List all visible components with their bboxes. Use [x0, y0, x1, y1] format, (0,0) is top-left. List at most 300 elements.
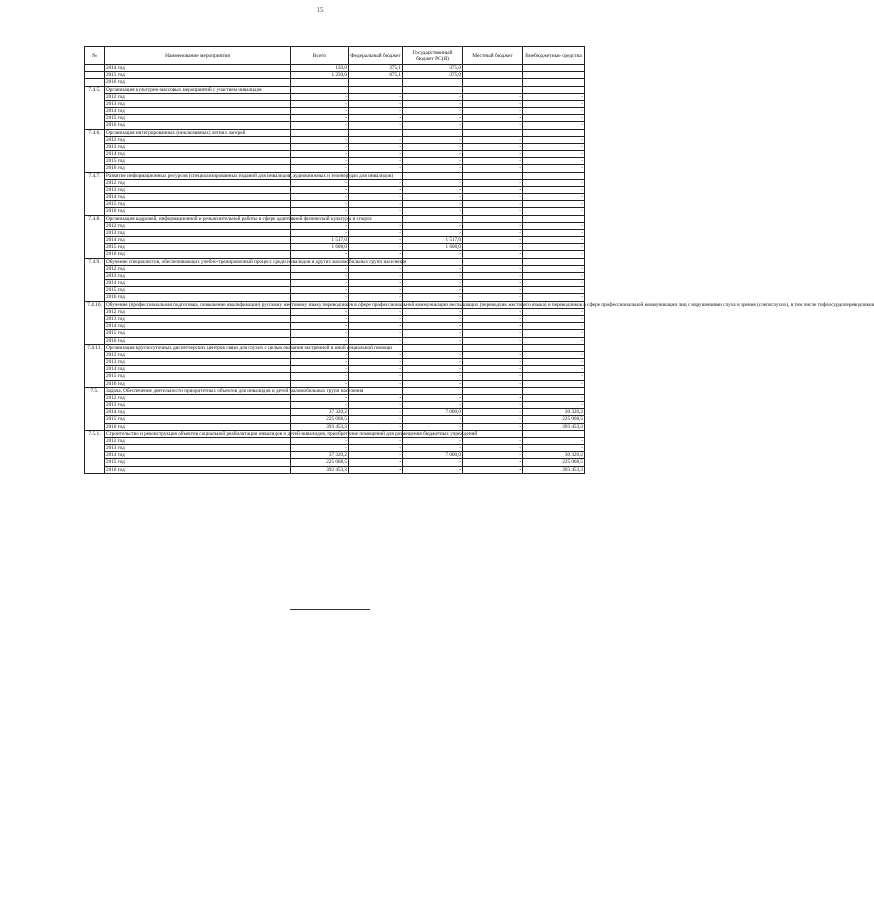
- extra-cell: 393 453,3: [523, 423, 585, 430]
- extra-cell: -: [523, 186, 585, 193]
- extra-cell: 225 068,5: [523, 459, 585, 466]
- year-cell: 2012 год: [105, 351, 291, 358]
- empty-cell: [463, 86, 523, 93]
- state-cell: -: [403, 179, 463, 186]
- number-cell: [85, 72, 105, 79]
- state-cell: -: [403, 337, 463, 344]
- table-row: [85, 237, 585, 244]
- extra-cell: -: [523, 373, 585, 380]
- total-cell: -: [291, 280, 349, 287]
- local-cell: -: [463, 280, 523, 287]
- total-cell: -: [291, 158, 349, 165]
- year-cell: 2015 год: [105, 115, 291, 122]
- total-cell: 1 608,0: [291, 244, 349, 251]
- total-cell: -: [291, 151, 349, 158]
- section-code: 7.4.5.: [85, 86, 105, 129]
- col-header-extra: Внебюджетные средства: [523, 47, 585, 65]
- local-cell: -: [463, 115, 523, 122]
- table-row: [85, 330, 585, 337]
- total-cell: -: [291, 330, 349, 337]
- federal-cell: -: [349, 401, 403, 408]
- total-cell: 37 320,2: [291, 452, 349, 459]
- year-cell: 2012 год: [105, 308, 291, 315]
- extra-cell: -: [523, 237, 585, 244]
- extra-cell: -: [523, 337, 585, 344]
- local-cell: -: [463, 244, 523, 251]
- year-cell: 2016 год: [105, 466, 291, 473]
- local-cell: -: [463, 143, 523, 150]
- local-cell: -: [463, 416, 523, 423]
- section-code: 7.4.9.: [85, 258, 105, 301]
- state-cell: -: [403, 93, 463, 100]
- total-cell: -: [291, 373, 349, 380]
- extra-cell: -: [523, 165, 585, 172]
- extra-cell: -: [523, 208, 585, 215]
- year-cell: 2012 год: [105, 93, 291, 100]
- extra-cell: -: [523, 294, 585, 301]
- state-cell: -: [403, 323, 463, 330]
- table-row: [85, 444, 585, 451]
- state-cell: -: [403, 330, 463, 337]
- table-row: [85, 323, 585, 330]
- federal-cell: -: [349, 93, 403, 100]
- section-title: Организация интегрированных (инклюзивных) летних лагерей: [105, 129, 291, 136]
- extra-cell: -: [523, 280, 585, 287]
- federal-cell: -: [349, 186, 403, 193]
- empty-cell: [463, 258, 523, 265]
- table-row: [85, 358, 585, 365]
- year-cell: 2016 год: [105, 294, 291, 301]
- empty-cell: [403, 172, 463, 179]
- extra-cell: -: [523, 394, 585, 401]
- state-cell: -: [403, 186, 463, 193]
- total-cell: -: [291, 208, 349, 215]
- local-cell: -: [463, 351, 523, 358]
- table-row: [85, 72, 585, 79]
- federal-cell: -: [349, 100, 403, 107]
- table-row: [85, 208, 585, 215]
- federal-cell: -: [349, 201, 403, 208]
- year-cell: 2016 год: [105, 423, 291, 430]
- table-row: [85, 373, 585, 380]
- empty-cell: [463, 215, 523, 222]
- extra-cell: -: [523, 401, 585, 408]
- section-title-row: [85, 387, 585, 394]
- local-cell: [463, 72, 523, 79]
- total-cell: -: [291, 265, 349, 272]
- federal-cell: -: [349, 323, 403, 330]
- total-cell: -: [291, 115, 349, 122]
- local-cell: -: [463, 315, 523, 322]
- total-cell: -: [291, 143, 349, 150]
- year-cell: 2013 год: [105, 444, 291, 451]
- state-cell: -: [403, 394, 463, 401]
- state-cell: -: [403, 100, 463, 107]
- total-cell: -: [291, 437, 349, 444]
- extra-cell: -: [523, 272, 585, 279]
- federal-cell: -: [349, 423, 403, 430]
- year-cell: 2016 год: [105, 208, 291, 215]
- table-row: [85, 244, 585, 251]
- year-cell: 2012 год: [105, 222, 291, 229]
- section-title: Задача. Обеспечение деятельности приоритетных объектов для инвалидов и детей маломобильных групп населения: [106, 387, 364, 394]
- table-row: [85, 287, 585, 294]
- federal-cell: -: [349, 452, 403, 459]
- state-cell: -: [403, 272, 463, 279]
- table-row: [85, 158, 585, 165]
- empty-cell: [523, 387, 585, 394]
- section-code: 7.4.10.: [85, 301, 105, 344]
- state-cell: -: [403, 222, 463, 229]
- local-cell: -: [463, 358, 523, 365]
- federal-cell: 375,1: [349, 65, 403, 72]
- state-cell: 375,0: [403, 72, 463, 79]
- year-cell: 2012 год: [105, 265, 291, 272]
- year-cell: 2016 год: [105, 337, 291, 344]
- table-row: [85, 194, 585, 201]
- total-cell: 150,0: [291, 65, 349, 72]
- federal-cell: -: [349, 165, 403, 172]
- state-cell: -: [403, 423, 463, 430]
- section-title: Организация кадровой, информационной и резъяснительной работы в сфере адаптивной физической культуры и спорта: [106, 215, 372, 222]
- state-cell: -: [403, 315, 463, 322]
- total-cell: -: [291, 222, 349, 229]
- year-cell: 2016 год: [105, 165, 291, 172]
- extra-cell: -: [523, 444, 585, 451]
- federal-cell: -: [349, 136, 403, 143]
- local-cell: -: [463, 229, 523, 236]
- local-cell: -: [463, 423, 523, 430]
- section-code: 7.4.7.: [85, 172, 105, 215]
- empty-cell: [523, 172, 585, 179]
- year-cell: 2013 год: [105, 143, 291, 150]
- empty-cell: [463, 129, 523, 136]
- federal-cell: -: [349, 330, 403, 337]
- year-cell: 2014 год: [105, 452, 291, 459]
- extra-cell: -: [523, 437, 585, 444]
- federal-cell: -: [349, 416, 403, 423]
- year-cell: 2014 год: [105, 366, 291, 373]
- local-cell: -: [463, 294, 523, 301]
- year-cell: 2012 год: [105, 136, 291, 143]
- total-cell: -: [291, 308, 349, 315]
- federal-cell: -: [349, 251, 403, 258]
- state-cell: -: [403, 151, 463, 158]
- extra-cell: 225 068,5: [523, 416, 585, 423]
- empty-cell: [403, 387, 463, 394]
- section-title-row: [85, 344, 585, 351]
- empty-cell: [403, 86, 463, 93]
- total-cell: -: [291, 122, 349, 129]
- empty-cell: [523, 129, 585, 136]
- local-cell: -: [463, 100, 523, 107]
- local-cell: -: [463, 136, 523, 143]
- local-cell: -: [463, 186, 523, 193]
- table-row: [85, 466, 585, 473]
- table-row: [85, 380, 585, 387]
- extra-cell: -: [523, 136, 585, 143]
- total-cell: -: [291, 194, 349, 201]
- federal-cell: -: [349, 115, 403, 122]
- local-cell: -: [463, 194, 523, 201]
- local-cell: -: [463, 179, 523, 186]
- year-cell: 2014 год: [105, 323, 291, 330]
- state-cell: -: [403, 136, 463, 143]
- total-cell: -: [291, 351, 349, 358]
- local-cell: -: [463, 323, 523, 330]
- total-cell: -: [291, 401, 349, 408]
- state-cell: -: [403, 351, 463, 358]
- table-row: [85, 294, 585, 301]
- local-cell: [463, 65, 523, 72]
- state-cell: -: [403, 251, 463, 258]
- table-row: [85, 115, 585, 122]
- local-cell: -: [463, 437, 523, 444]
- table-row: [85, 165, 585, 172]
- federal-cell: -: [349, 265, 403, 272]
- federal-cell: -: [349, 208, 403, 215]
- extra-cell: -: [523, 100, 585, 107]
- section-title: Строительство и реконструкция объектов социальной реабилитации инвалидов и детей-инвалидов, приобретение помещений для размещения бюджетных учреждений: [106, 430, 478, 437]
- total-cell: -: [291, 251, 349, 258]
- year-cell: 2015 год: [105, 373, 291, 380]
- col-header-number: №: [85, 47, 105, 65]
- total-cell: -: [291, 366, 349, 373]
- extra-cell: -: [523, 122, 585, 129]
- state-cell: [403, 79, 463, 86]
- table-header-row: [85, 47, 585, 65]
- section-title: Организация круглосуточных диспетчерских центров связи для глухих с целью оказания экстренной и иной социальной помощи: [106, 344, 393, 351]
- table-row: [85, 416, 585, 423]
- extra-cell: [523, 72, 585, 79]
- local-cell: -: [463, 208, 523, 215]
- table-row: [85, 201, 585, 208]
- extra-cell: -: [523, 308, 585, 315]
- year-cell: 2012 год: [105, 394, 291, 401]
- state-cell: -: [403, 373, 463, 380]
- local-cell: -: [463, 237, 523, 244]
- col-header-total: Всего: [291, 47, 349, 65]
- total-cell: 37 320,2: [291, 409, 349, 416]
- end-divider: [290, 609, 370, 610]
- total-cell: -: [291, 165, 349, 172]
- extra-cell: -: [523, 244, 585, 251]
- federal-cell: -: [349, 366, 403, 373]
- extra-cell: -: [523, 251, 585, 258]
- extra-cell: -: [523, 265, 585, 272]
- state-cell: -: [403, 280, 463, 287]
- year-cell: 2014 год: [105, 151, 291, 158]
- state-cell: -: [403, 444, 463, 451]
- total-cell: -: [291, 186, 349, 193]
- col-header-federal: Федеральный бюджет: [349, 47, 403, 65]
- federal-cell: -: [349, 179, 403, 186]
- local-cell: -: [463, 158, 523, 165]
- federal-cell: -: [349, 437, 403, 444]
- state-cell: 7 000,0: [403, 452, 463, 459]
- state-cell: -: [403, 143, 463, 150]
- federal-cell: -: [349, 108, 403, 115]
- federal-cell: -: [349, 151, 403, 158]
- table-body: [85, 65, 874, 474]
- total-cell: 392 453,3: [291, 466, 349, 473]
- total-cell: -: [291, 294, 349, 301]
- local-cell: [463, 79, 523, 86]
- empty-cell: [523, 430, 585, 437]
- local-cell: -: [463, 222, 523, 229]
- empty-cell: [291, 129, 349, 136]
- year-cell: 2015 год: [105, 72, 291, 79]
- federal-cell: -: [349, 280, 403, 287]
- local-cell: -: [463, 401, 523, 408]
- table-row: [85, 93, 585, 100]
- federal-cell: -: [349, 394, 403, 401]
- year-cell: 2014 год: [105, 108, 291, 115]
- local-cell: -: [463, 373, 523, 380]
- year-cell: 2013 год: [105, 401, 291, 408]
- year-cell: 2013 год: [105, 186, 291, 193]
- section-code: 7.4.6.: [85, 129, 105, 172]
- total-cell: -: [291, 394, 349, 401]
- table-row: [85, 337, 585, 344]
- total-cell: -: [291, 93, 349, 100]
- col-header-name: Наименование мероприятия: [105, 47, 291, 65]
- total-cell: -: [291, 100, 349, 107]
- total-cell: 1 250,0: [291, 72, 349, 79]
- year-cell: 2016 год: [105, 79, 291, 86]
- year-cell: 2015 год: [105, 459, 291, 466]
- year-cell: 2013 год: [105, 315, 291, 322]
- federal-cell: [349, 79, 403, 86]
- federal-cell: -: [349, 337, 403, 344]
- year-cell: 2016 год: [105, 251, 291, 258]
- total-cell: 225 068,5: [291, 416, 349, 423]
- state-cell: -: [403, 437, 463, 444]
- local-cell: -: [463, 265, 523, 272]
- year-cell: 2016 год: [105, 122, 291, 129]
- extra-cell: -: [523, 179, 585, 186]
- table-row: [85, 272, 585, 279]
- extra-cell: 30 320,2: [523, 409, 585, 416]
- total-cell: -: [291, 136, 349, 143]
- section-code: 7.5.1.: [85, 430, 105, 473]
- federal-cell: -: [349, 237, 403, 244]
- local-cell: -: [463, 337, 523, 344]
- extra-cell: -: [523, 115, 585, 122]
- year-cell: 2015 год: [105, 416, 291, 423]
- state-cell: -: [403, 358, 463, 365]
- table-row: [85, 437, 585, 444]
- total-cell: -: [291, 380, 349, 387]
- table-row: [85, 401, 585, 408]
- federal-cell: -: [349, 466, 403, 473]
- empty-cell: [403, 129, 463, 136]
- table-row: [85, 136, 585, 143]
- state-cell: -: [403, 108, 463, 115]
- table-row: [85, 423, 585, 430]
- year-cell: 2013 год: [105, 358, 291, 365]
- state-cell: -: [403, 201, 463, 208]
- table-row: [85, 308, 585, 315]
- section-title: Обучение (профессиональная подготовка, повышение квалификации) русскому жестовому языку переводчиков в сфере профессиональной коммуникации неслышащих (переводчик жестового языка) и переводчиков в сфере профессиональной коммуникации лиц с нарушениями слуха и зрения (слепоглухих), в том числе тифлосурдопереводчиков: [106, 301, 874, 308]
- budget-table: [84, 46, 874, 474]
- empty-cell: [403, 215, 463, 222]
- empty-cell: [463, 387, 523, 394]
- empty-cell: [349, 86, 403, 93]
- total-cell: -: [291, 201, 349, 208]
- section-title: Развитие информационных ресурсов (специализированных изданий для инвалидов, аудиокнижных и телепередач для инвалидов): [106, 172, 394, 179]
- state-cell: -: [403, 158, 463, 165]
- federal-cell: -: [349, 351, 403, 358]
- extra-cell: -: [523, 287, 585, 294]
- local-cell: -: [463, 330, 523, 337]
- table-row: [85, 108, 585, 115]
- state-cell: -: [403, 416, 463, 423]
- state-cell: 1 608,0: [403, 244, 463, 251]
- total-cell: 393 453,3: [291, 423, 349, 430]
- extra-cell: -: [523, 108, 585, 115]
- col-header-local: Местный бюджет: [463, 47, 523, 65]
- local-cell: -: [463, 251, 523, 258]
- federal-cell: 875,1: [349, 72, 403, 79]
- table-row: [85, 315, 585, 322]
- local-cell: -: [463, 452, 523, 459]
- page-number: 15: [316, 6, 324, 14]
- total-cell: -: [291, 358, 349, 365]
- table-row: [85, 459, 585, 466]
- year-cell: 2014 год: [105, 65, 291, 72]
- section-title-row: [85, 172, 585, 179]
- local-cell: -: [463, 466, 523, 473]
- table-row: [85, 79, 585, 86]
- extra-cell: -: [523, 330, 585, 337]
- local-cell: -: [463, 151, 523, 158]
- federal-cell: -: [349, 459, 403, 466]
- state-cell: -: [403, 294, 463, 301]
- year-cell: 2015 год: [105, 158, 291, 165]
- table-row: [85, 409, 585, 416]
- total-cell: -: [291, 337, 349, 344]
- extra-cell: -: [523, 358, 585, 365]
- table-row: [85, 229, 585, 236]
- section-title: Организация культурно-массовых мероприятий с участием инвалидов: [105, 86, 291, 93]
- local-cell: -: [463, 201, 523, 208]
- extra-cell: -: [523, 143, 585, 150]
- table-row: [85, 394, 585, 401]
- empty-cell: [349, 129, 403, 136]
- state-cell: -: [403, 208, 463, 215]
- state-cell: -: [403, 466, 463, 473]
- year-cell: 2013 год: [105, 229, 291, 236]
- empty-cell: [291, 86, 349, 93]
- empty-cell: [403, 344, 463, 351]
- table-row: [85, 65, 585, 72]
- number-cell: [85, 79, 105, 86]
- state-cell: -: [403, 401, 463, 408]
- state-cell: -: [403, 287, 463, 294]
- extra-cell: -: [523, 201, 585, 208]
- empty-cell: [523, 344, 585, 351]
- total-cell: -: [291, 179, 349, 186]
- year-cell: 2014 год: [105, 194, 291, 201]
- federal-cell: -: [349, 287, 403, 294]
- state-cell: -: [403, 165, 463, 172]
- local-cell: -: [463, 93, 523, 100]
- year-cell: 2015 год: [105, 287, 291, 294]
- extra-cell: 30 320,2: [523, 452, 585, 459]
- federal-cell: -: [349, 122, 403, 129]
- state-cell: 375,0: [403, 65, 463, 72]
